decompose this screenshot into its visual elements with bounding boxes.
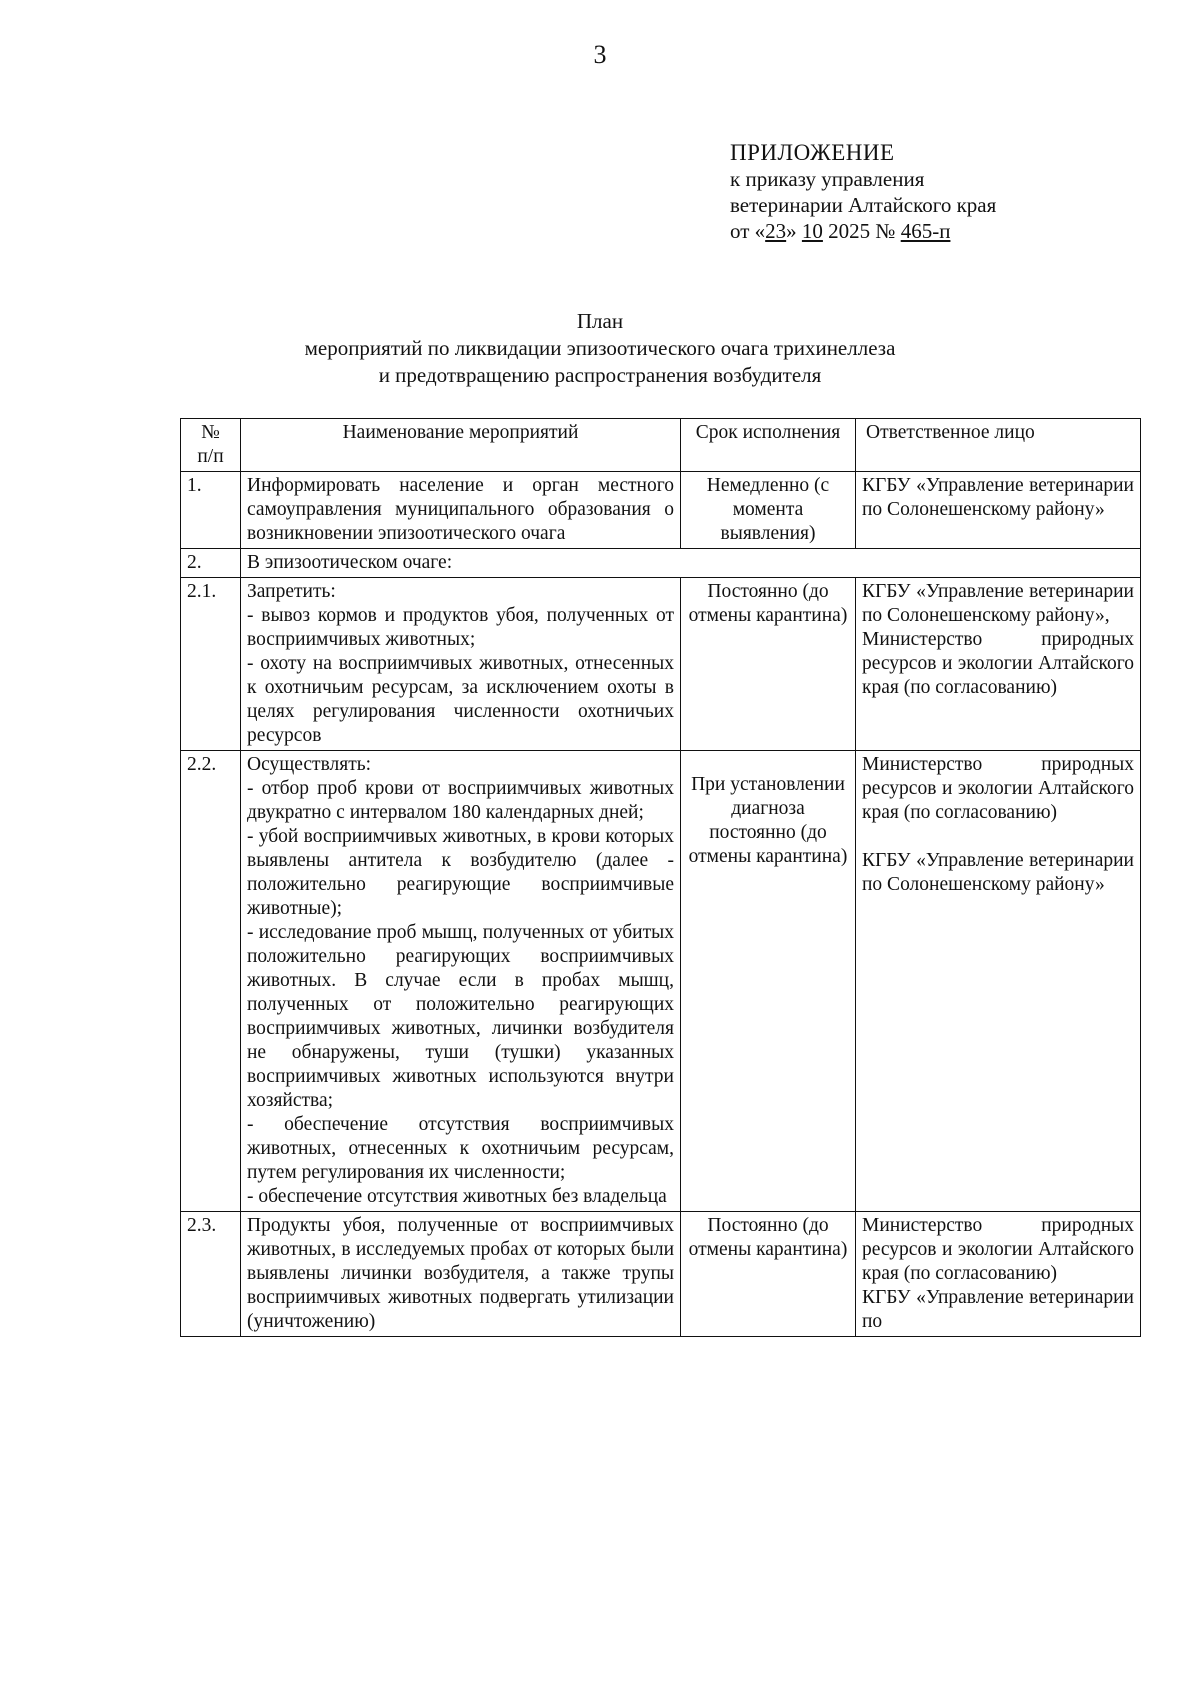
row-responsible: КГБУ «Управление ветеринарии по Солонешенскому району», Министерство природных ресурсов и экологии Алтайского края (по согласованию) (856, 578, 1141, 751)
table-row (181, 472, 1141, 549)
order-year-label: 2025 № (822, 219, 901, 243)
row-num: 2.2. (181, 751, 241, 1212)
table-row (181, 1212, 1141, 1337)
table-row (181, 578, 1141, 751)
header-num: № п/п (181, 419, 241, 472)
appendix-line-1: к приказу управления (730, 167, 925, 191)
title-line-2: мероприятий по ликвидации эпизоотического очага трихинеллеза (304, 336, 896, 360)
header-action: Наименование мероприятий (241, 419, 681, 472)
table-row (181, 549, 1141, 578)
title-line-1: План (576, 309, 624, 333)
row-deadline: Постоянно (до отмены карантина) (681, 578, 856, 751)
header-deadline: Срок исполнения (681, 419, 856, 472)
date-prefix: от « (730, 219, 766, 243)
header-responsible: Ответственное лицо (856, 419, 1141, 472)
row-deadline: При установлении диагноза постоянно (до отмены карантина) (681, 751, 856, 1212)
row-action: Продукты убоя, полученные от восприимчивых животных, в исследуемых пробах от которых были выявлены личинки возбудителя, а также трупы восприимчивых животных подвергать утилизации (уничтожению) (241, 1212, 681, 1337)
row-action: Осуществлять: - отбор проб крови от восприимчивых животных двукратно с интервалом 180 календарных дней; - убой восприимчивых животных, в крови которых выявлены антитела к возбудителю (далее - положительно реагирующие восприимчивые животные); - исследование проб мышц, полученных от убитых положительно реагирующих восприимчивых животных. В случае если в пробах мышц, полученных от положительно реагирующих восприимчивых животных, личинки возбудителя не обнаружены, туши (тушки) указанных восприимчивых животных используются внутри хозяйства; - обеспечение отсутствия восприимчивых животных, отнесенных к охотничьим ресурсам, путем регулирования их численности; - обеспечение отсутствия животных без владельца (241, 751, 681, 1212)
plan-table (180, 418, 1141, 1337)
order-number: 465-п (900, 219, 951, 243)
row-num: 1. (181, 472, 241, 549)
date-sep: » (786, 219, 802, 243)
row-responsible: Министерство природных ресурсов и экологии Алтайского края (по согласованию) КГБУ «Управление ветеринарии по Солонешенскому району» (856, 751, 1141, 1212)
row-deadline: Немедленно (с момента выявления) (681, 472, 856, 549)
appendix-block (730, 140, 996, 244)
order-month: 10 (801, 219, 823, 243)
title-line-3: и предотвращению распространения возбудителя (378, 363, 822, 387)
appendix-line-2: ветеринарии Алтайского края (730, 193, 997, 217)
row-num: 2.1. (181, 578, 241, 751)
order-day: 23 (765, 219, 787, 243)
row-action: Информировать население и орган местного самоуправления муниципального образования о возникновении эпизоотического очага (241, 472, 681, 549)
row-num: 2.3. (181, 1212, 241, 1337)
row-num: 2. (181, 549, 241, 578)
row-responsible: КГБУ «Управление ветеринарии по Солонешенскому району» (856, 472, 1141, 549)
row-action: В эпизоотическом очаге: (241, 549, 1141, 578)
page-number: 3 (593, 40, 607, 69)
row-responsible: Министерство природных ресурсов и экологии Алтайского края (по согласованию) КГБУ «Управление ветеринарии по (856, 1212, 1141, 1337)
table-row (181, 751, 1141, 1212)
document-title (0, 308, 1200, 389)
appendix-heading: ПРИЛОЖЕНИЕ (730, 140, 895, 165)
table-header-row (181, 419, 1141, 472)
appendix-date-line (730, 218, 996, 244)
row-deadline: Постоянно (до отмены карантина) (681, 1212, 856, 1337)
row-action: Запретить: - вывоз кормов и продуктов убоя, полученных от восприимчивых животных; - охоту на восприимчивых животных, отнесенных к охотничьим ресурсам, за исключением охоты в целях регулирования численности охотничьих ресурсов (241, 578, 681, 751)
